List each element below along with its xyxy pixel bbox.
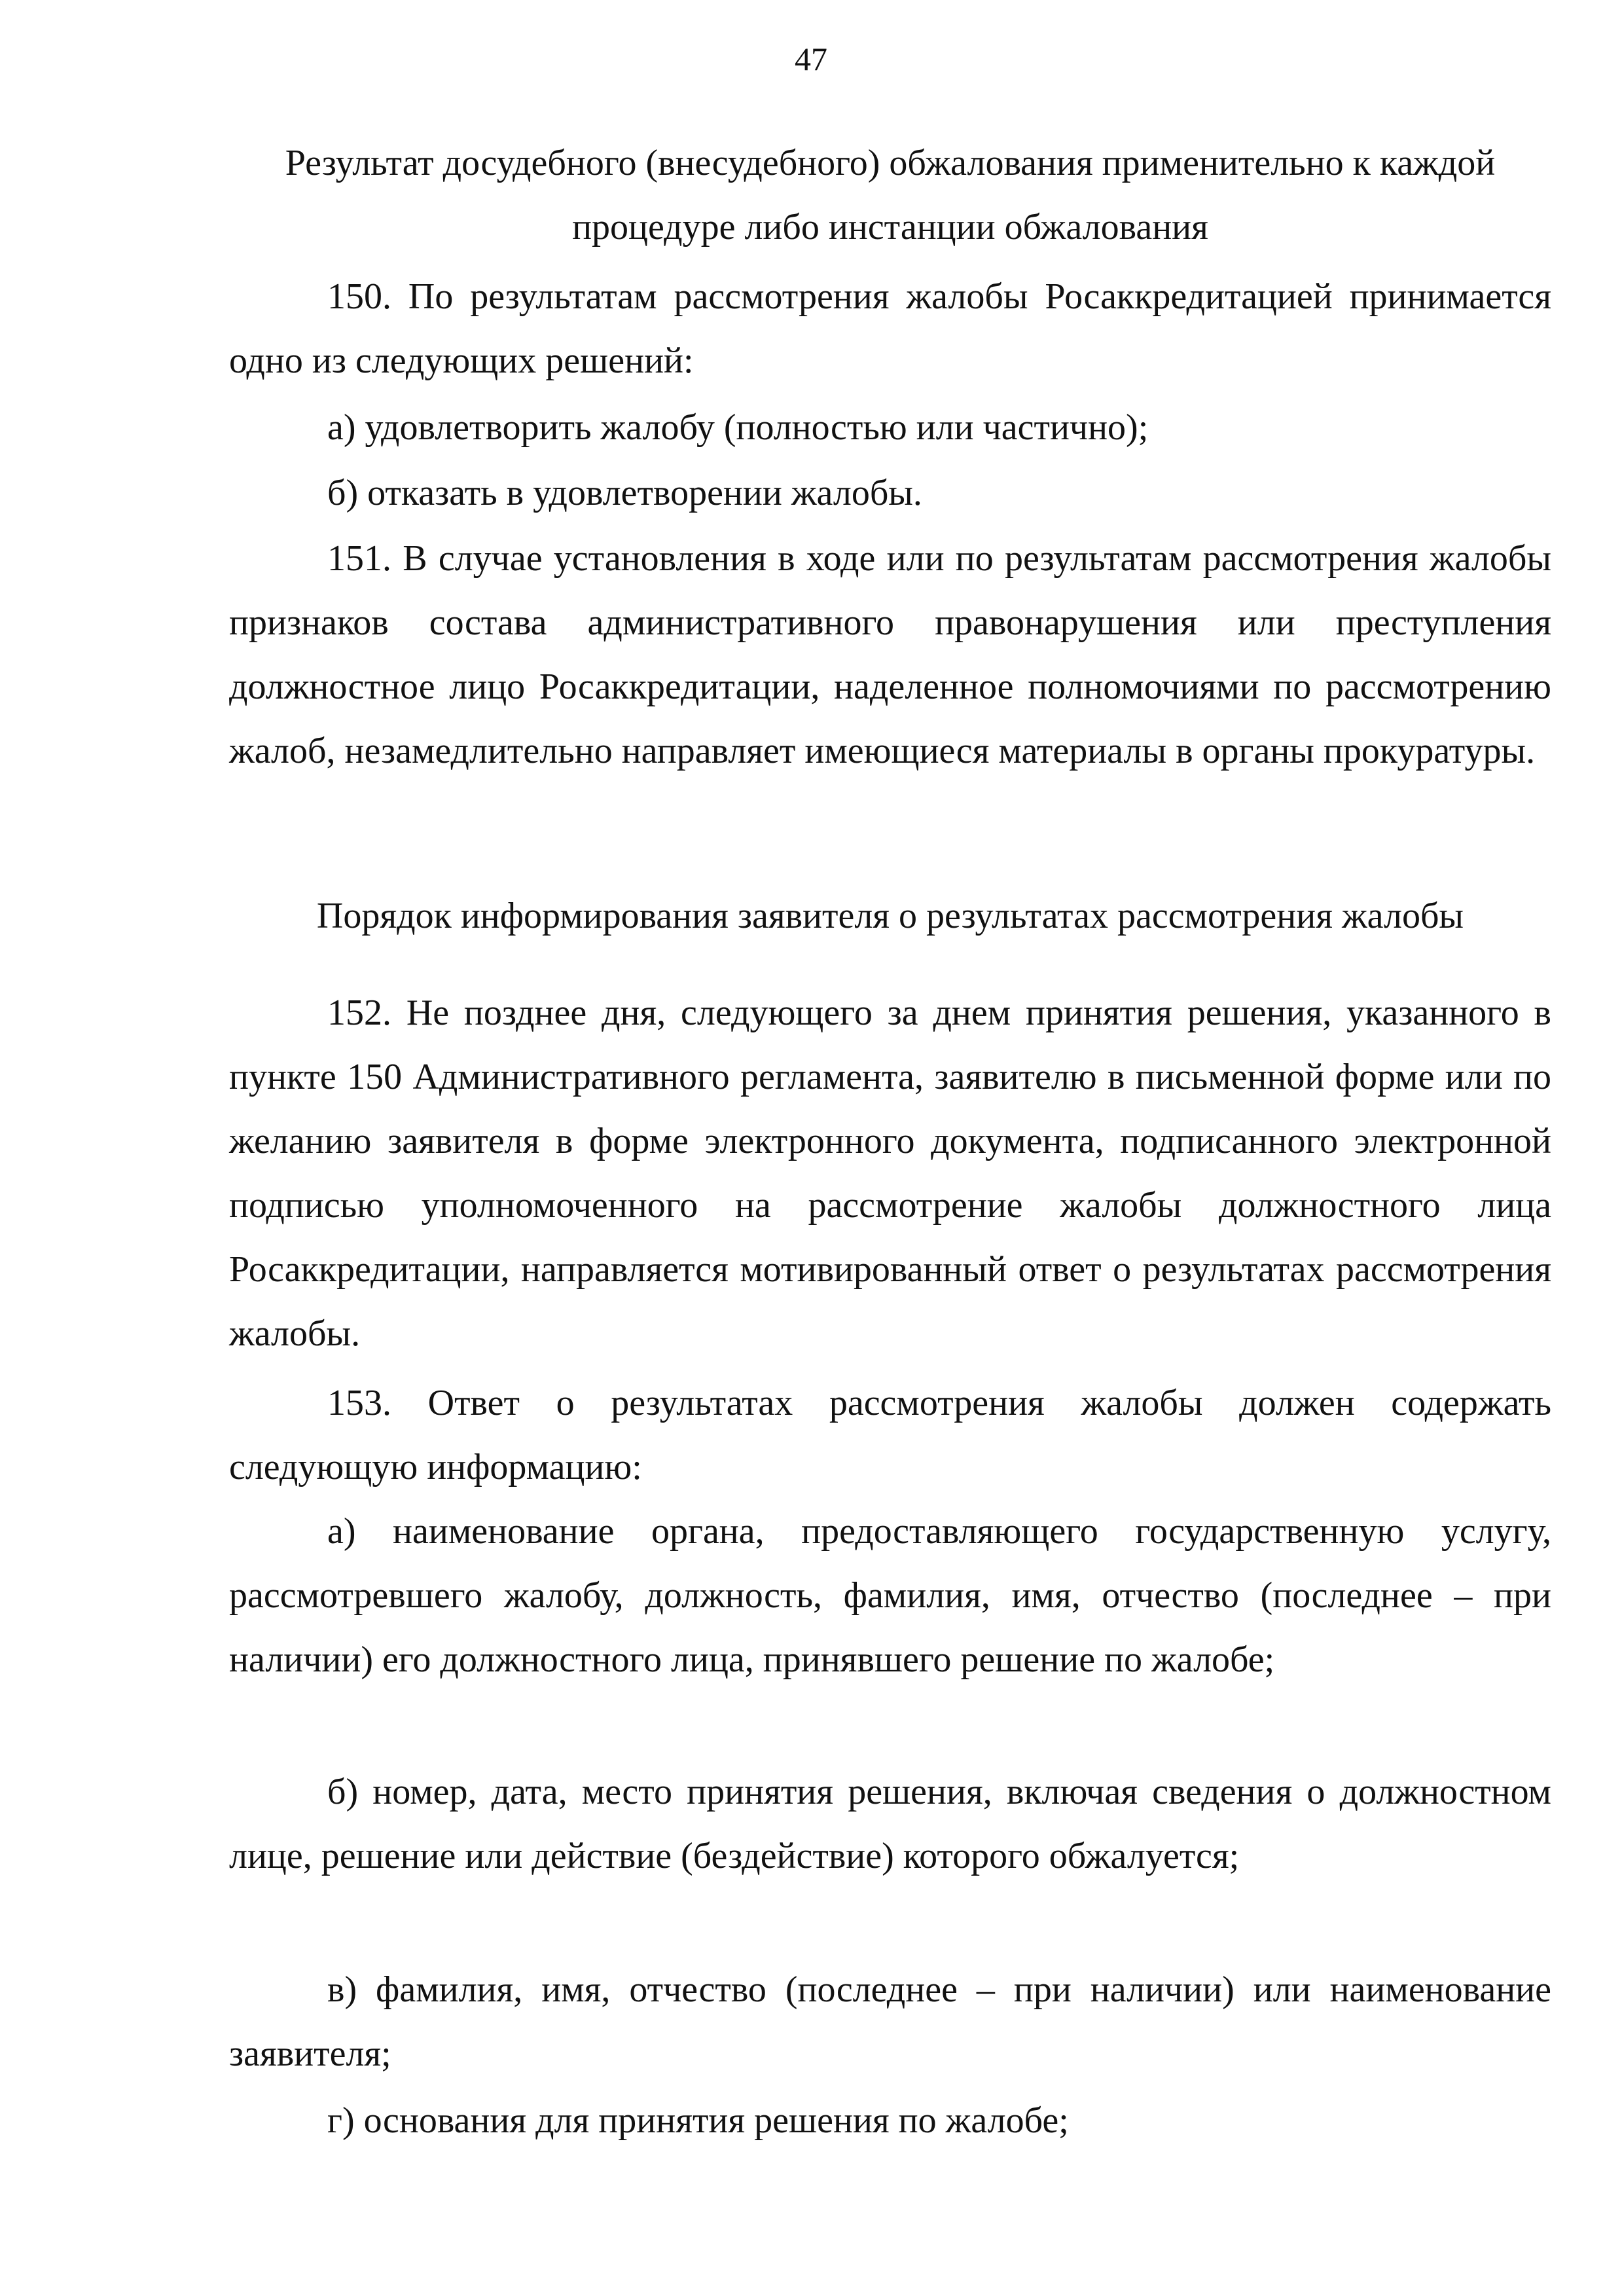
paragraph-151: 151. В случае установления в ходе или по результатам рассмотрения жалобы признаков состава административного правонарушения или преступления должностное лицо Росаккредитации, наделенное полномочиями по рассмотрению жалоб, незамедлительно направляет имеющиеся материалы в органы прокуратуры. xyxy=(229,538,1551,771)
paragraph-150-item-b: б) отказать в удовлетворении жалобы. xyxy=(327,473,922,513)
paragraph-150: 150. По результатам рассмотрения жалобы Росаккредитацией принимается одно из следующих решений: xyxy=(229,276,1551,381)
paragraph-153-item-a: а) наименование органа, предоставляющего государственную услугу, рассмотревшего жалобу, должность, фамилия, имя, отчество (последнее – при наличии) его должностного лица, принявшего решение по жалобе; xyxy=(229,1511,1551,1680)
section-heading-appeal-result: Результат досудебного (внесудебного) обжалования применительно к каждой процедуре либо инстанции обжалования xyxy=(285,143,1496,247)
section-heading-informing: Порядок информирования заявителя о результатах рассмотрения жалобы xyxy=(316,896,1464,936)
paragraph-150-item-a: а) удовлетворить жалобу (полностью или частично); xyxy=(327,407,1149,448)
paragraph-153-item-b: б) номер, дата, место принятия решения, включая сведения о должностном лице, решение или действие (бездействие) которого обжалуется; xyxy=(229,1772,1551,1876)
paragraph-152: 152. Не позднее дня, следующего за днем принятия решения, указанного в пункте 150 Административного регламента, заявителю в письменной форме или по желанию заявителя в форме электронного документа, подписанного электронной подписью уполномоченного на рассмотрение жалобы должностного лица Росаккредитации, направляется мотивированный ответ о результатах рассмотрения жалобы. xyxy=(229,993,1551,1354)
page-number: 47 xyxy=(795,41,827,77)
paragraph-153-item-v: в) фамилия, имя, отчество (последнее – при наличии) или наименование заявителя; xyxy=(229,1969,1551,2074)
paragraph-153-item-g: г) основания для принятия решения по жалобе; xyxy=(327,2100,1069,2141)
paragraph-153: 153. Ответ о результатах рассмотрения жалобы должен содержать следующую информацию: xyxy=(229,1383,1551,1487)
